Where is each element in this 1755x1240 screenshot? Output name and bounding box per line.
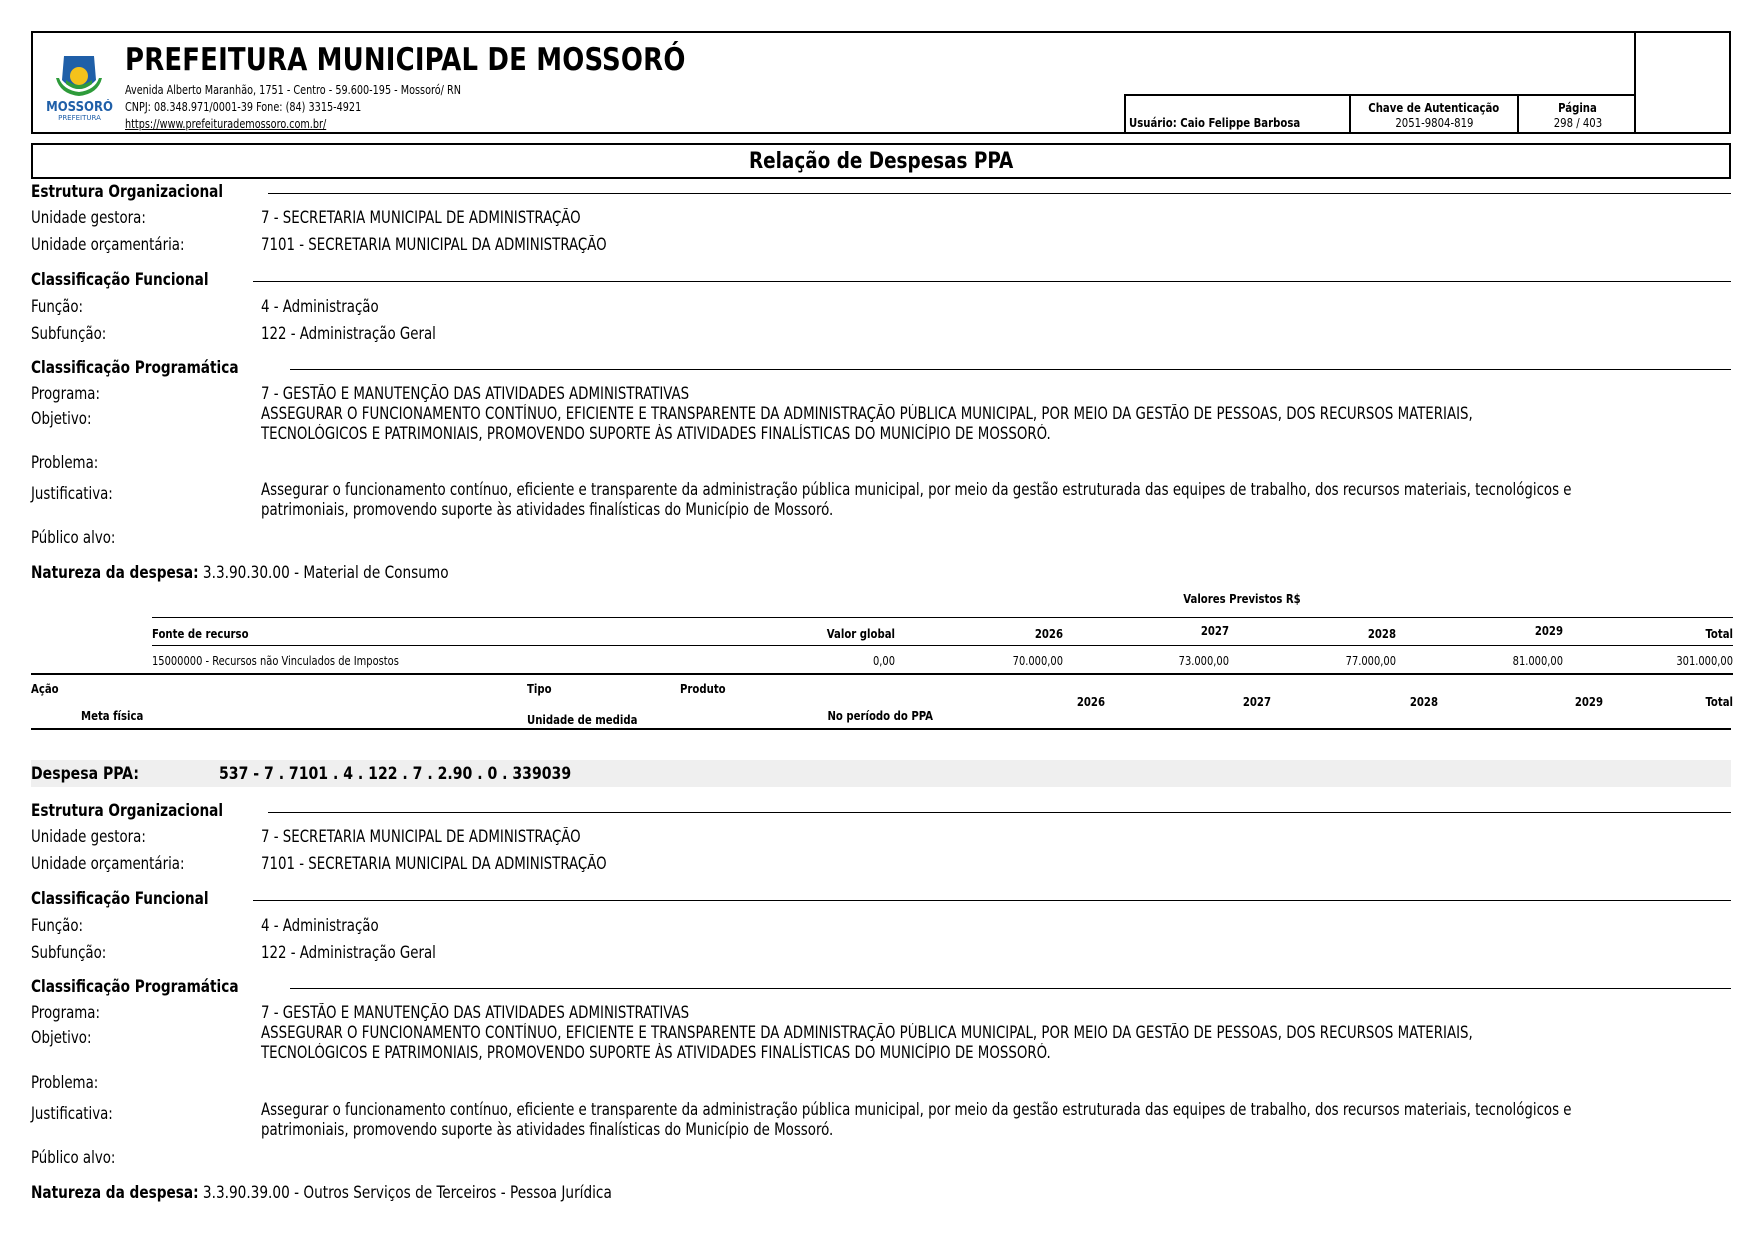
unidade-orcamentaria-label: Unidade orçamentária: bbox=[31, 854, 185, 873]
org-website-link[interactable]: https://www.prefeiturademossoro.com.br/ bbox=[125, 116, 327, 131]
cell-2027: 73.000,00 bbox=[1178, 653, 1229, 668]
section-estrutura-organizacional: Estrutura Organizacional bbox=[31, 801, 224, 820]
section-classificacao-programatica: Classificação Programática bbox=[31, 977, 239, 996]
report-meta bbox=[1124, 94, 1636, 134]
cell-2026: 70.000,00 bbox=[1012, 653, 1063, 668]
section-divider bbox=[290, 369, 1731, 370]
col-produto: Produto bbox=[680, 681, 726, 696]
section-estrutura-organizacional: Estrutura Organizacional bbox=[31, 182, 224, 201]
org-address: Avenida Alberto Maranhão, 1751 - Centro - 59.600-195 - Mossoró/ RN bbox=[125, 82, 461, 97]
table-rule bbox=[152, 617, 1733, 618]
auth-key-cell bbox=[1351, 96, 1519, 134]
unidade-orcamentaria-label: Unidade orçamentária: bbox=[31, 235, 185, 254]
col-2027: 2027 bbox=[1200, 623, 1229, 638]
programa-value: 7 - GESTÃO E MANUTENÇÃO DAS ATIVIDADES ADMINISTRATIVAS bbox=[261, 384, 690, 403]
natureza-value: 3.3.90.39.00 - Outros Serviços de Terceiros - Pessoa Jurídica bbox=[202, 1183, 612, 1202]
objetivo-value-line2: TECNOLÓGICOS E PATRIMONIAIS, PROMOVENDO SUPORTE ÀS ATIVIDADES FINALÍSTICAS DO MUNICÍPIO DE MOSSORÓ. bbox=[261, 1043, 1051, 1062]
justificativa-label: Justificativa: bbox=[31, 484, 113, 503]
justificativa-value-line2: patrimoniais, promovendo suporte às atividades finalísticas do Município de Mossoró. bbox=[261, 500, 834, 519]
cell-2028: 77.000,00 bbox=[1345, 653, 1396, 668]
cell-total: 301.000,00 bbox=[1676, 653, 1733, 668]
objetivo-value-line1: ASSEGURAR O FUNCIONAMENTO CONTÍNUO, EFICIENTE E TRANSPARENTE DA ADMINISTRAÇÃO PÚBLICA MUNICIPAL, POR MEIO DA GESTÃO DE PESSOAS, DOS RECURSOS MATERIAIS, bbox=[261, 404, 1473, 423]
cell-valor-global: 0,00 bbox=[872, 653, 895, 668]
despesa-ppa-label: Despesa PPA: bbox=[31, 764, 139, 784]
mossoro-logo bbox=[42, 50, 117, 125]
subfuncao-value: 122 - Administração Geral bbox=[261, 324, 436, 343]
publico-alvo-label: Público alvo: bbox=[31, 1148, 116, 1167]
unidade-gestora-label: Unidade gestora: bbox=[31, 208, 146, 227]
cell-fonte: 15000000 - Recursos não Vinculados de Impostos bbox=[152, 653, 399, 668]
unidade-gestora-value: 7 - SECRETARIA MUNICIPAL DE ADMINISTRAÇÃO bbox=[261, 208, 581, 227]
col-2026: 2026 bbox=[1034, 626, 1063, 641]
natureza-label: Natureza da despesa: bbox=[31, 1183, 199, 1202]
table-rule-thick bbox=[31, 728, 1731, 730]
natureza-despesa bbox=[31, 1183, 612, 1202]
section-classificacao-programatica: Classificação Programática bbox=[31, 358, 239, 377]
logo-text: MOSSORÓ bbox=[46, 100, 113, 115]
objetivo-label: Objetivo: bbox=[31, 1028, 92, 1047]
col-acao: Ação bbox=[31, 681, 59, 696]
col-tipo: Tipo bbox=[527, 681, 552, 696]
table-rule-thick bbox=[31, 673, 1733, 675]
org-title: PREFEITURA MUNICIPAL DE MOSSORÓ bbox=[125, 42, 686, 78]
programa-label: Programa: bbox=[31, 384, 101, 403]
subfuncao-value: 122 - Administração Geral bbox=[261, 943, 436, 962]
col-acao-2028: 2028 bbox=[1409, 694, 1438, 709]
user-cell bbox=[1126, 96, 1351, 134]
col-acao-2026: 2026 bbox=[1076, 694, 1105, 709]
justificativa-value-line2: patrimoniais, promovendo suporte às atividades finalísticas do Município de Mossoró. bbox=[261, 1120, 834, 1139]
programa-value: 7 - GESTÃO E MANUTENÇÃO DAS ATIVIDADES ADMINISTRATIVAS bbox=[261, 1003, 690, 1022]
auth-key-label: Chave de Autenticação bbox=[1368, 100, 1500, 115]
natureza-value: 3.3.90.30.00 - Material de Consumo bbox=[202, 563, 449, 582]
objetivo-value-line1: ASSEGURAR O FUNCIONAMENTO CONTÍNUO, EFICIENTE E TRANSPARENTE DA ADMINISTRAÇÃO PÚBLICA MUNICIPAL, POR MEIO DA GESTÃO DE PESSOAS, DOS RECURSOS MATERIAIS, bbox=[261, 1023, 1473, 1042]
values-caption: Valores Previstos R$ bbox=[1183, 591, 1301, 606]
logo-subtext: PREFEITURA bbox=[58, 114, 101, 122]
report-title-box bbox=[31, 143, 1731, 179]
table-rule bbox=[152, 645, 1733, 646]
natureza-label: Natureza da despesa: bbox=[31, 563, 199, 582]
report-title: Relação de Despesas PPA bbox=[748, 148, 1014, 174]
section-divider bbox=[268, 193, 1731, 194]
org-cnpj-phone: CNPJ: 08.348.971/0001-39 Fone: (84) 3315-4921 bbox=[125, 99, 362, 114]
natureza-despesa bbox=[31, 563, 449, 582]
section-divider bbox=[253, 900, 1731, 901]
unidade-orcamentaria-value: 7101 - SECRETARIA MUNICIPAL DA ADMINISTRAÇÃO bbox=[261, 235, 607, 254]
section-classificacao-funcional: Classificação Funcional bbox=[31, 270, 209, 289]
subfuncao-label: Subfunção: bbox=[31, 324, 107, 343]
unidade-orcamentaria-value: 7101 - SECRETARIA MUNICIPAL DA ADMINISTRAÇÃO bbox=[261, 854, 607, 873]
col-meta-fisica: Meta física bbox=[81, 708, 144, 723]
despesa-ppa-code: 537 - 7 . 7101 . 4 . 122 . 7 . 2.90 . 0 . 339039 bbox=[219, 764, 572, 784]
section-divider bbox=[268, 812, 1731, 813]
col-unidade-medida: Unidade de medida bbox=[527, 712, 638, 727]
subfuncao-label: Subfunção: bbox=[31, 943, 107, 962]
funcao-value: 4 - Administração bbox=[261, 916, 379, 935]
page-label: Página bbox=[1558, 100, 1597, 115]
publico-alvo-label: Público alvo: bbox=[31, 528, 116, 547]
justificativa-value-line1: Assegurar o funcionamento contínuo, eficiente e transparente da administração pública municipal, por meio da gestão estruturada das equipes de trabalho, dos recursos materiais, tecnológicos e bbox=[261, 480, 1572, 499]
col-total: Total bbox=[1705, 626, 1733, 641]
section-divider bbox=[253, 281, 1731, 282]
unidade-gestora-value: 7 - SECRETARIA MUNICIPAL DE ADMINISTRAÇÃO bbox=[261, 827, 581, 846]
objetivo-label: Objetivo: bbox=[31, 409, 92, 428]
cell-2029: 81.000,00 bbox=[1512, 653, 1563, 668]
col-acao-2027: 2027 bbox=[1242, 694, 1271, 709]
user-label: Usuário: Caio Felippe Barbosa bbox=[1129, 115, 1301, 130]
page-cell bbox=[1519, 96, 1636, 134]
unidade-gestora-label: Unidade gestora: bbox=[31, 827, 146, 846]
justificativa-value-line1: Assegurar o funcionamento contínuo, eficiente e transparente da administração pública municipal, por meio da gestão estruturada das equipes de trabalho, dos recursos materiais, tecnológicos e bbox=[261, 1100, 1572, 1119]
col-valor-global: Valor global bbox=[826, 626, 895, 641]
col-acao-total: Total bbox=[1705, 694, 1733, 709]
auth-key-value: 2051-9804-819 bbox=[1394, 115, 1474, 130]
col-acao-2029: 2029 bbox=[1574, 694, 1603, 709]
col-2028: 2028 bbox=[1367, 626, 1396, 641]
col-2029: 2029 bbox=[1534, 623, 1563, 638]
problema-label: Problema: bbox=[31, 453, 99, 472]
section-divider bbox=[290, 988, 1731, 989]
justificativa-label: Justificativa: bbox=[31, 1104, 113, 1123]
objetivo-value-line2: TECNOLÓGICOS E PATRIMONIAIS, PROMOVENDO SUPORTE ÀS ATIVIDADES FINALÍSTICAS DO MUNICÍPIO DE MOSSORÓ. bbox=[261, 424, 1051, 443]
funcao-value: 4 - Administração bbox=[261, 297, 379, 316]
problema-label: Problema: bbox=[31, 1073, 99, 1092]
page-number: 298 / 403 bbox=[1553, 115, 1602, 130]
col-periodo-ppa: No período do PPA bbox=[827, 708, 933, 723]
funcao-label: Função: bbox=[31, 916, 84, 935]
header-blank-cell bbox=[1634, 31, 1731, 134]
section-classificacao-funcional: Classificação Funcional bbox=[31, 889, 209, 908]
col-fonte-recurso: Fonte de recurso bbox=[152, 626, 249, 641]
funcao-label: Função: bbox=[31, 297, 84, 316]
programa-label: Programa: bbox=[31, 1003, 101, 1022]
